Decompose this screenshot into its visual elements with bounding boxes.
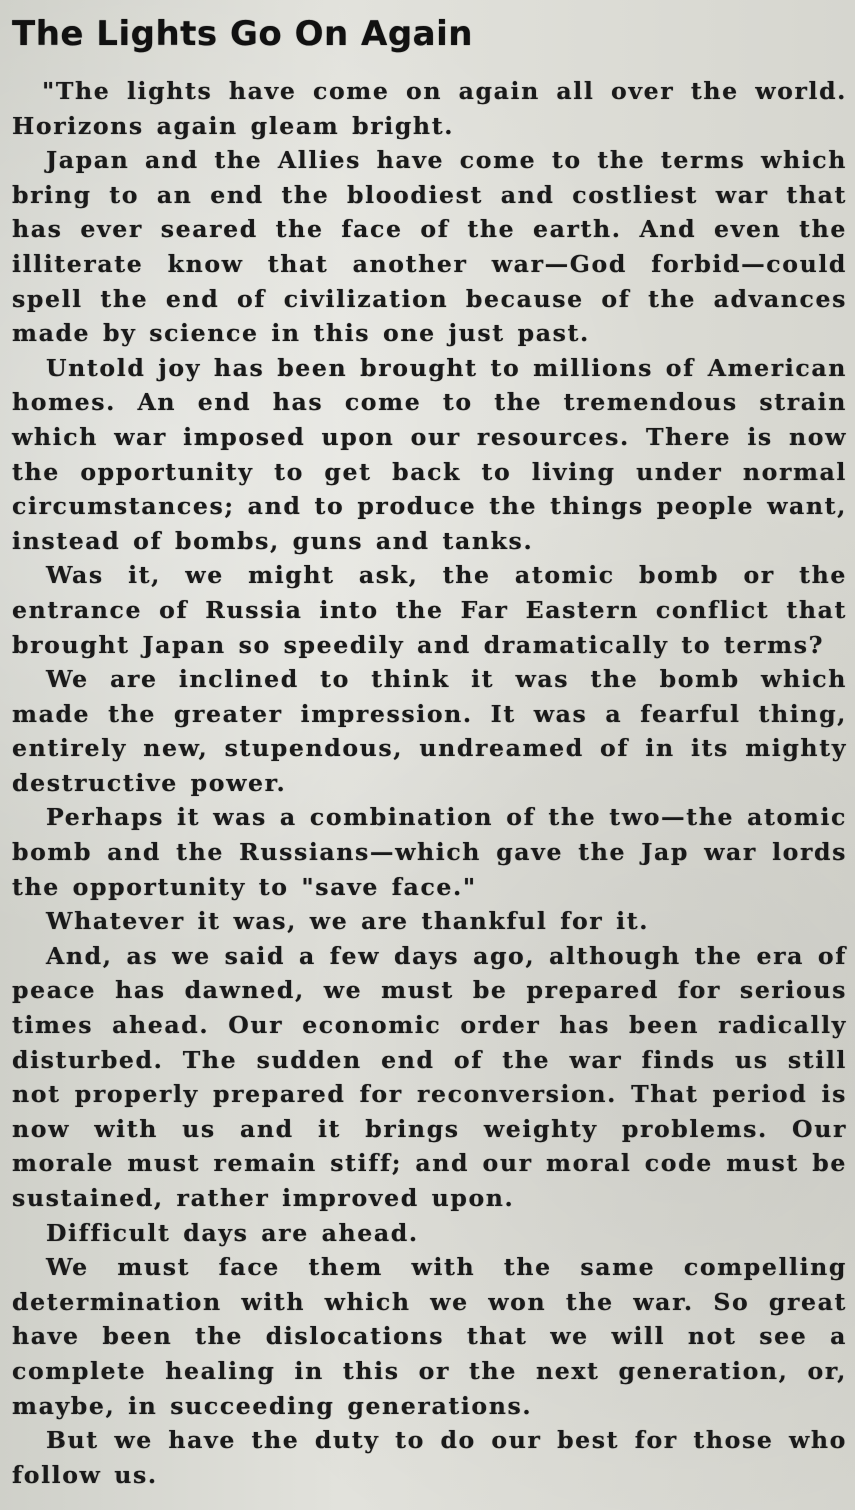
article-paragraph: Whatever it was, we are thankful for it. [46,907,650,936]
article-paragraph: Difficult days are ahead. [46,1218,419,1247]
article-paragraph: We must face them with the same compelling determination with which we won the war. So great have been the dislocations that we will not see a complete healing in this or the next generation, or, maybe, in succeeding generations. [12,1253,847,1420]
article-paragraph: Perhaps it was a combination of the two—the atomic bomb and the Russians—which gave the Jap war lords the opportunity to "save face." [12,803,847,901]
article-paragraph: And, as we said a few days ago, although the era of peace has dawned, we must be prepared for serious times ahead. Our economic order has been radically disturbed. The sudden end of the war finds us still not properly prepared for reconversion. That period is now with us and it brings weighty problems. Our morale must remain stiff; and our moral code must be sustained, rather improved upon. [12,941,847,1212]
article-body [12,74,847,1492]
article-paragraph: But we have the duty to do our best for those who follow us. [12,1426,847,1489]
article-paragraph: Was it, we might ask, the atomic bomb or the entrance of Russia into the Far Eastern conflict that brought Japan so speedily and dramatically to terms? [12,561,847,659]
article-paragraph: Japan and the Allies have come to the terms which bring to an end the bloodiest and costliest war that has ever seared the face of the earth. And even the illiterate know that another war—God forbid—could spell the end of civilization because of the advances made by science in this one just past. [12,146,847,348]
article-paragraph: Untold joy has been brought to millions of American homes. An end has come to the tremendous strain which war imposed upon our resources. There is now the opportunity to get back to living under normal circumstances; and to produce the things people want, instead of bombs, guns and tanks. [12,353,847,555]
article-paragraph: We are inclined to think it was the bomb which made the greater impression. It was a fearful thing, entirely new, stupendous, undreamed of in its mighty destructive power. [12,665,847,797]
article-paragraph: "The lights have come on again all over the world. Horizons again gleam bright. [12,77,847,140]
headline: The Lights Go On Again [12,14,473,54]
